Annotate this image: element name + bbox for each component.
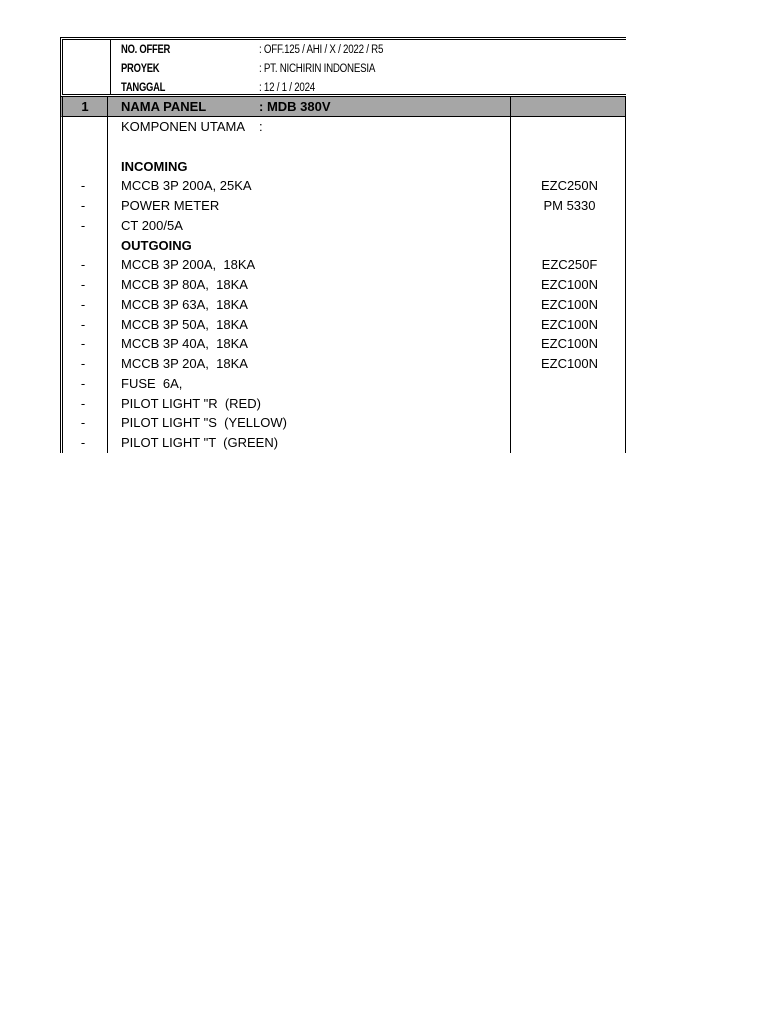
- row-bullet: -: [80, 336, 86, 352]
- row-description: FUSE 6A,: [121, 375, 183, 391]
- row-description: PILOT LIGHT "T (GREEN): [121, 435, 279, 450]
- offer-sheet: [60, 37, 626, 453]
- row-description: OUTGOING: [121, 237, 192, 253]
- row-description: CT 200/5A: [121, 217, 183, 233]
- row-code: EZC100N: [540, 316, 599, 332]
- row-code: EZC100N: [540, 336, 599, 352]
- component-row: [63, 315, 626, 335]
- row-bullet: -: [80, 356, 86, 371]
- offer-header: [60, 37, 626, 97]
- row-bullet: -: [80, 217, 86, 233]
- section-heading-row: [63, 157, 626, 177]
- component-row: [63, 117, 626, 137]
- row-description: KOMPONEN UTAMA: [121, 119, 245, 134]
- row-code: PM 5330: [543, 198, 596, 213]
- tanggal-label: TANGGAL: [121, 82, 166, 94]
- row-code: EZC100N: [540, 356, 599, 371]
- no-offer-label: NO. OFFER: [121, 44, 171, 56]
- row-bullet: -: [80, 316, 86, 332]
- row-bullet: -: [80, 277, 86, 292]
- row-code: EZC100N: [540, 296, 599, 312]
- component-list: [60, 117, 626, 453]
- component-row: [63, 216, 626, 236]
- tanggal-value: : 12 / 1 / 2024: [259, 82, 315, 94]
- row-description: MCCB 3P 50A, 18KA: [121, 316, 248, 332]
- row-bullet: -: [80, 178, 86, 194]
- section-heading-row: [63, 236, 626, 256]
- row-bullet: -: [80, 395, 86, 411]
- component-row: [63, 295, 626, 315]
- component-row: [63, 176, 626, 196]
- panel-number: 1: [81, 99, 89, 114]
- row-bullet: -: [80, 435, 86, 450]
- row-code: EZC250F: [541, 257, 598, 273]
- column-divider: [510, 97, 511, 116]
- component-row: [63, 334, 626, 354]
- row-description: MCCB 3P 80A, 18KA: [121, 277, 248, 292]
- row-bullet: -: [80, 415, 86, 431]
- row-description: PILOT LIGHT "S (YELLOW): [121, 415, 287, 431]
- row-code: EZC250N: [540, 178, 599, 194]
- proyek-value: : PT. NICHIRIN INDONESIA: [259, 63, 376, 75]
- header-row-no-offer: [63, 40, 626, 60]
- column-divider: [107, 97, 108, 116]
- row-bullet: -: [80, 375, 86, 391]
- header-row-tanggal: [63, 78, 626, 98]
- row-description: POWER METER: [121, 198, 220, 213]
- column-divider: [625, 97, 626, 116]
- row-bullet: -: [80, 296, 86, 312]
- row-description: MCCB 3P 20A, 18KA: [121, 356, 248, 371]
- proyek-label: PROYEK: [121, 63, 160, 75]
- component-row: [63, 394, 626, 414]
- component-row: [63, 413, 626, 433]
- row-description: MCCB 3P 200A, 25KA: [121, 178, 252, 194]
- component-row: [63, 275, 626, 295]
- panel-name-label: NAMA PANEL: [121, 99, 207, 114]
- row-colon: :: [259, 119, 263, 134]
- row-code: EZC100N: [540, 277, 599, 292]
- component-row: [63, 137, 626, 157]
- row-description: INCOMING: [121, 158, 188, 174]
- row-bullet: -: [80, 198, 86, 213]
- panel-name-value: : MDB 380V: [259, 99, 331, 114]
- panel-title-row: [60, 97, 626, 117]
- row-description: MCCB 3P 200A, 18KA: [121, 257, 256, 273]
- header-row-proyek: [63, 59, 626, 79]
- component-row: [63, 255, 626, 275]
- row-description: PILOT LIGHT "R (RED): [121, 395, 261, 411]
- row-bullet: -: [80, 257, 86, 273]
- component-row: [63, 433, 626, 453]
- row-description: MCCB 3P 63A, 18KA: [121, 296, 248, 312]
- component-row: [63, 354, 626, 374]
- component-row: [63, 374, 626, 394]
- component-row: [63, 196, 626, 216]
- row-description: MCCB 3P 40A, 18KA: [121, 336, 248, 352]
- no-offer-value: : OFF.125 / AHI / X / 2022 / R5: [259, 44, 384, 56]
